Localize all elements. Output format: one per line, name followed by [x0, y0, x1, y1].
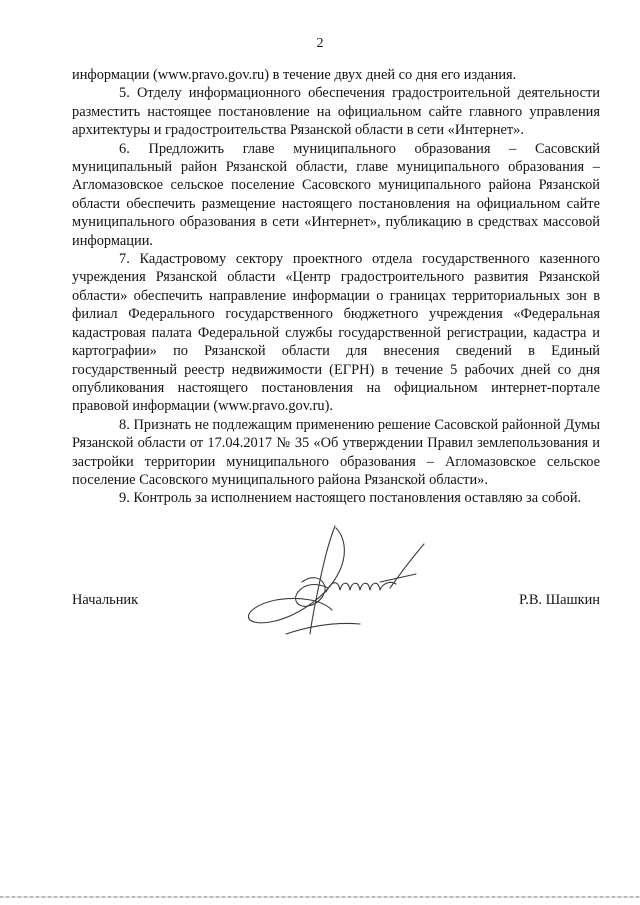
document-body	[72, 66, 600, 508]
page-number: 2	[316, 36, 324, 51]
signatory-position: Начальник	[72, 592, 139, 608]
paragraph-item-8: 8. Признать не подлежащим применению решение Сасовской районной Думы Рязанской области от 17.04.2017 № 35 «Об утверждении Правил землепользования и застройки территории муниципального образования – Агломазовское сельское поселение Сасовского муниципального района Рязанской области».	[72, 416, 600, 488]
paragraph-item-7: 7. Кадастровому сектору проектного отдела государственного казенного учреждения Рязанской области «Центр градостроительного развития Рязанской области» обеспечить направление информации о границах территориальных зон в филиал Федерального государственного бюджетного учреждения «Федеральная кадастровая палата Федеральной службы государственной регистрации, кадастра и картографии» по Рязанской области для внесения сведений в Единый государственный реестр недвижимости (ЕГРН) в течение 5 рабочих дней со дня опубликования настоящего постановления на официальном интернет-портале правовой информации (www.pravo.gov.ru).	[72, 251, 600, 415]
paragraph-item-5: 5. Отделу информационного обеспечения градостроительной деятельности разместить настоящее постановление на официальном сайте главного управления архитектуры и градостроительства Рязанской области в сети «Интернет».	[72, 85, 600, 139]
paragraph-item-6: 6. Предложить главе муниципального образования – Сасовский муниципальный район Рязанской области, главе муниципального образования – Агломазовское сельское поселение Сасовского муниципального района Рязанской области обеспечить размещение настоящего постановления на официальном сайте муниципального образования в сети «Интернет», публикацию в средствах массовой информации.	[72, 140, 600, 249]
paragraph-continuation: информации (www.pravo.gov.ru) в течение двух дней со дня его издания.	[72, 67, 517, 83]
paragraph-item-9: 9. Контроль за исполнением настоящего постановления оставляю за собой.	[119, 490, 582, 507]
scan-bottom-edge	[0, 896, 640, 898]
handwritten-signature	[240, 522, 430, 652]
signatory-name: Р.В. Шашкин	[519, 592, 600, 608]
